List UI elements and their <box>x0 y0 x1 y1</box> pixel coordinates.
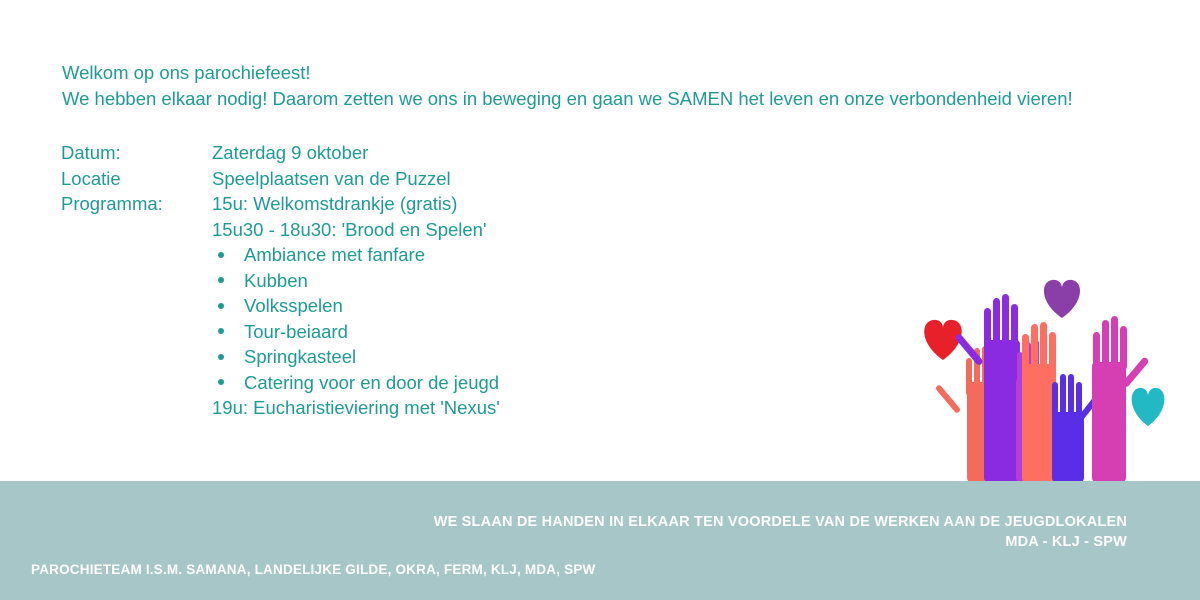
welcome-heading: Welkom op ons parochiefeest! <box>62 62 311 83</box>
date-label: Datum: <box>61 142 121 163</box>
list-item: Catering voor en door de jeugd <box>212 370 500 396</box>
welcome-message: We hebben elkaar nodig! Daarom zetten we ons in beweging en gaan we SAMEN het leven en onze verbondenheid vieren! <box>62 88 1073 109</box>
heart-icon <box>1132 388 1165 426</box>
date-row <box>61 140 500 166</box>
location-label: Locatie <box>61 167 121 189</box>
program-row <box>61 217 500 243</box>
program-row <box>61 395 500 421</box>
date-value: Zaterdag 9 oktober <box>212 142 369 163</box>
bullet-icon <box>218 328 224 334</box>
heart-icon <box>924 320 962 360</box>
program-item: 15u30 - 18u30: 'Brood en Spelen' <box>212 218 487 240</box>
fundraising-message: WE SLAAN DE HANDEN IN ELKAAR TEN VOORDELE VAN DE WERKEN AAN DE JEUGDLOKALEN <box>433 514 1127 530</box>
bullet-icon <box>218 379 224 385</box>
intro-text <box>62 60 1073 112</box>
raised-hands-illustration <box>900 270 1190 482</box>
list-item: Tour-beiaard <box>212 319 500 345</box>
raised-hands-icon <box>954 294 1020 482</box>
list-item: Volksspelen <box>212 293 500 319</box>
list-item: Ambiance met fanfare <box>212 242 500 268</box>
footer-band <box>0 481 1200 600</box>
bullet-icon <box>218 277 224 283</box>
location-value: Speelplaatsen van de Puzzel <box>212 167 451 189</box>
program-closing: 19u: Eucharistieviering met 'Nexus' <box>212 397 500 418</box>
bullet-icon <box>218 252 224 258</box>
event-details <box>61 140 500 421</box>
bullet-icon <box>218 303 224 309</box>
beneficiaries: MDA - KLJ - SPW <box>1005 534 1127 550</box>
program-row <box>61 191 500 217</box>
organizers: PAROCHIETEAM I.S.M. SAMANA, LANDELIJKE GILDE, OKRA, FERM, KLJ, MDA, SPW <box>31 562 596 577</box>
list-item: Springkasteel <box>212 344 500 370</box>
heart-icon <box>1044 280 1080 318</box>
program-item: 15u: Welkomstdrankje (gratis) <box>212 193 458 214</box>
activities-list <box>61 242 500 395</box>
list-item: Kubben <box>212 268 500 294</box>
location-row <box>61 166 500 192</box>
bullet-icon <box>218 354 224 360</box>
program-label: Programma: <box>61 193 163 214</box>
